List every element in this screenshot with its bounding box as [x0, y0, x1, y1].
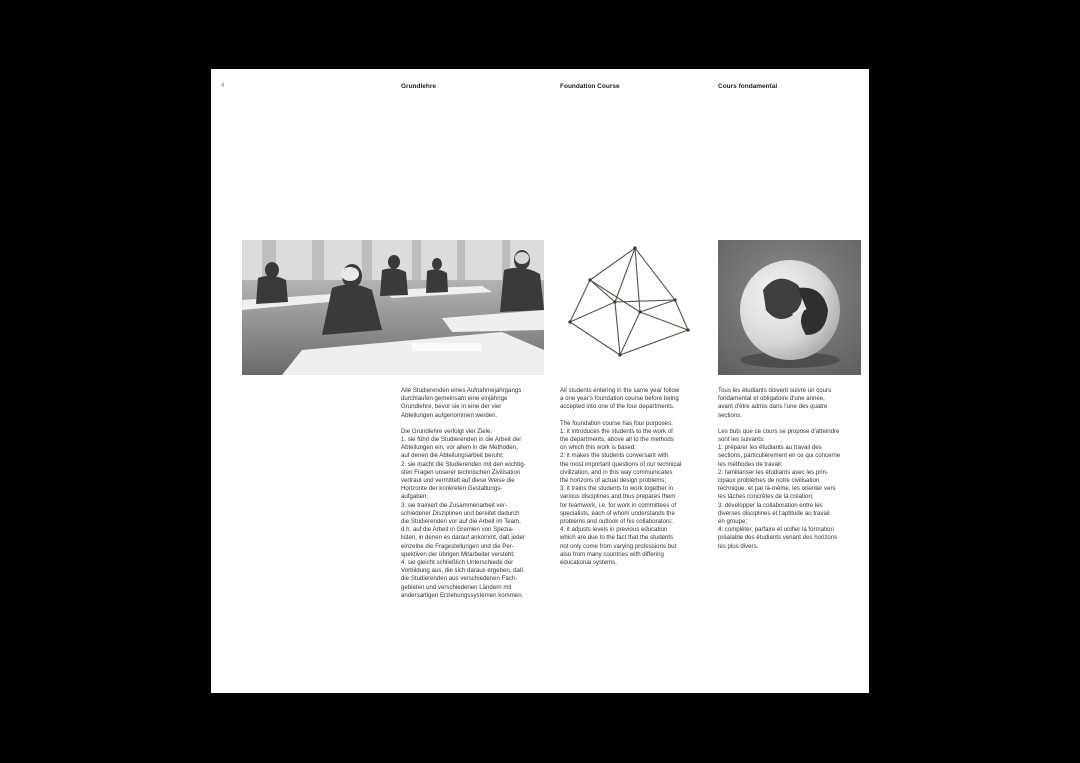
text-line: All students entering in the same year follow: [560, 387, 680, 394]
paragraph: [560, 420, 703, 568]
heading-german: Grundlehre: [401, 83, 437, 90]
text-line: 4. sie gleicht schließlich Unterschiede der: [401, 559, 514, 567]
text-line: schiedener Disziplinen und bereitet dadurch: [401, 509, 520, 517]
text-line: on which this work is based;: [560, 444, 636, 452]
text-line: cipaux problèmes de notre civilisation: [718, 477, 820, 485]
structure-photo: [560, 240, 703, 375]
text-line: die Studierenden vor auf die Arbeit im Team,: [401, 518, 521, 526]
text-line: Grundlehre, bevor sie in eine der vier: [401, 403, 502, 411]
text-line: The foundation course has four purposes:: [560, 419, 673, 427]
text-line: for teamwork, i.e. for work in committees of: [560, 501, 677, 509]
text-line: 1: préparer les étudiants au travail des: [718, 444, 822, 452]
text-line: Vorbildung aus, die sich daraus ergeben, daß: [401, 567, 524, 575]
text-line: 3. sie trainiert die Zusammenarbeit ver-: [401, 501, 508, 509]
text-line: a one year's foundation course before being: [560, 395, 679, 403]
text-line: Les buts que ce cours se propose d'atteindre: [718, 427, 840, 435]
text-line: 2: it makes the students conversant with: [560, 452, 669, 460]
wire-structure-illustration: [560, 240, 703, 375]
text-line: problems and outlook of his collaborators;: [560, 518, 673, 526]
text-line: various disciplines and thus prepares them: [560, 493, 676, 501]
text-line: avant d'être admis dans l'une des quatre: [718, 403, 828, 411]
text-line: technique, et par là-même, les orienter vers: [718, 485, 836, 493]
classroom-illustration: [242, 240, 544, 375]
paragraph: [718, 428, 861, 551]
heading-english: Foundation Course: [560, 83, 620, 90]
text-line: 3: développer la collaboration entre les: [718, 501, 823, 509]
text-line: aufgaben;: [401, 493, 429, 501]
text-line: Alle Studierenden eines Aufnahmejahrgangs: [401, 387, 522, 394]
text-line: educational systems.: [560, 559, 617, 567]
text-line: 1: it introduces the students to the work of: [560, 427, 673, 435]
text-line: die Studierenden aus verschiedenen Fach-: [401, 575, 518, 583]
text-line: specialists, each of whom understands the: [560, 509, 675, 517]
text-line: fondamental et obligatoire d'une année,: [718, 395, 825, 403]
text-line: the most important questions of our technical: [560, 460, 682, 468]
text-line: the horizons of actual design problems;: [560, 477, 667, 485]
text-line: auf denen die Abteilungsarbeit beruht;: [401, 452, 504, 460]
text-line: Abteilungen aufgenommen werden.: [401, 411, 498, 419]
text-line: Tous les étudiants doivent suivre un cours: [718, 387, 832, 394]
text-line: les tâches concrètes de la création;: [718, 493, 814, 501]
text-line: les méthodes de travail;: [718, 460, 783, 468]
text-line: civilization, and in this way communicates: [560, 468, 673, 476]
paragraph: [560, 387, 703, 412]
german-text-column: [401, 387, 544, 608]
text-line: gebieten und verschiedenen Ländern mit: [401, 583, 512, 591]
text-line: 2: familiariser les étudiants avec les prin-: [718, 468, 829, 476]
heading-french: Cours fondamental: [718, 83, 778, 90]
text-line: Abteilungen ein, vor allem in die Methoden,: [401, 444, 518, 452]
text-line: which are due to the fact that the students: [560, 534, 674, 542]
text-line: 4: it adjusts levels in previous education: [560, 526, 668, 534]
text-line: sections, particulièrement en ce qui concerne: [718, 452, 841, 460]
text-line: einzelne die Fragestellungen und die Per-: [401, 542, 514, 550]
text-line: andersartigen Erziehungssystemen kommen.: [401, 591, 524, 599]
text-line: d.h. auf die Arbeit in Gremien von Spezia-: [401, 526, 514, 534]
text-line: durchlaufen gemeinsam eine einjährige: [401, 395, 508, 403]
text-line: sten Fragen unserer technischen Zivilisation: [401, 468, 521, 476]
english-text-column: [560, 387, 703, 575]
french-text-column: [718, 387, 861, 559]
classroom-photo: [242, 240, 544, 375]
sphere-sculpture-illustration: [718, 240, 861, 375]
text-line: préalable des étudiants venant des horizons: [718, 534, 838, 542]
text-line: sont les suivants:: [718, 436, 765, 444]
text-line: vertraut und vermittelt auf diese Weise die: [401, 477, 515, 485]
text-line: 3: it trains the students to work together in: [560, 485, 674, 493]
text-line: not only come from varying professions but: [560, 542, 677, 550]
text-line: 4: compléter, parfaire et unifier la formation: [718, 526, 834, 534]
text-line: Die Grundlehre verfolgt vier Ziele:: [401, 427, 493, 435]
text-line: spektiven der übrigen Mitarbeiter versteht;: [401, 550, 515, 558]
text-line: sections.: [718, 411, 743, 419]
sculpture-photo: [718, 240, 861, 375]
text-line: 1. sie führt die Studierenden in die Arbeit der: [401, 436, 522, 444]
text-line: accepted into one of the four departments.: [560, 403, 675, 411]
text-line: the departments, above all to the methods: [560, 436, 674, 444]
text-line: Horizonte der konkreten Gestaltungs-: [401, 485, 503, 493]
paragraph: [718, 387, 861, 420]
text-line: listen, in denen es darauf ankommt, daß jeder: [401, 534, 525, 542]
text-line: en groupe;: [718, 518, 748, 526]
text-line: les plus divers.: [718, 542, 759, 550]
text-line: also from many countries with differing: [560, 550, 664, 558]
page-number: 4: [221, 83, 225, 89]
text-line: diverses disciplines et l'aptitude au travail: [718, 509, 830, 517]
paragraph: [401, 428, 544, 600]
text-line: 2. sie macht die Studierenden mit den wichtig-: [401, 460, 526, 468]
brochure-page: [211, 69, 869, 693]
paragraph: [401, 387, 544, 420]
